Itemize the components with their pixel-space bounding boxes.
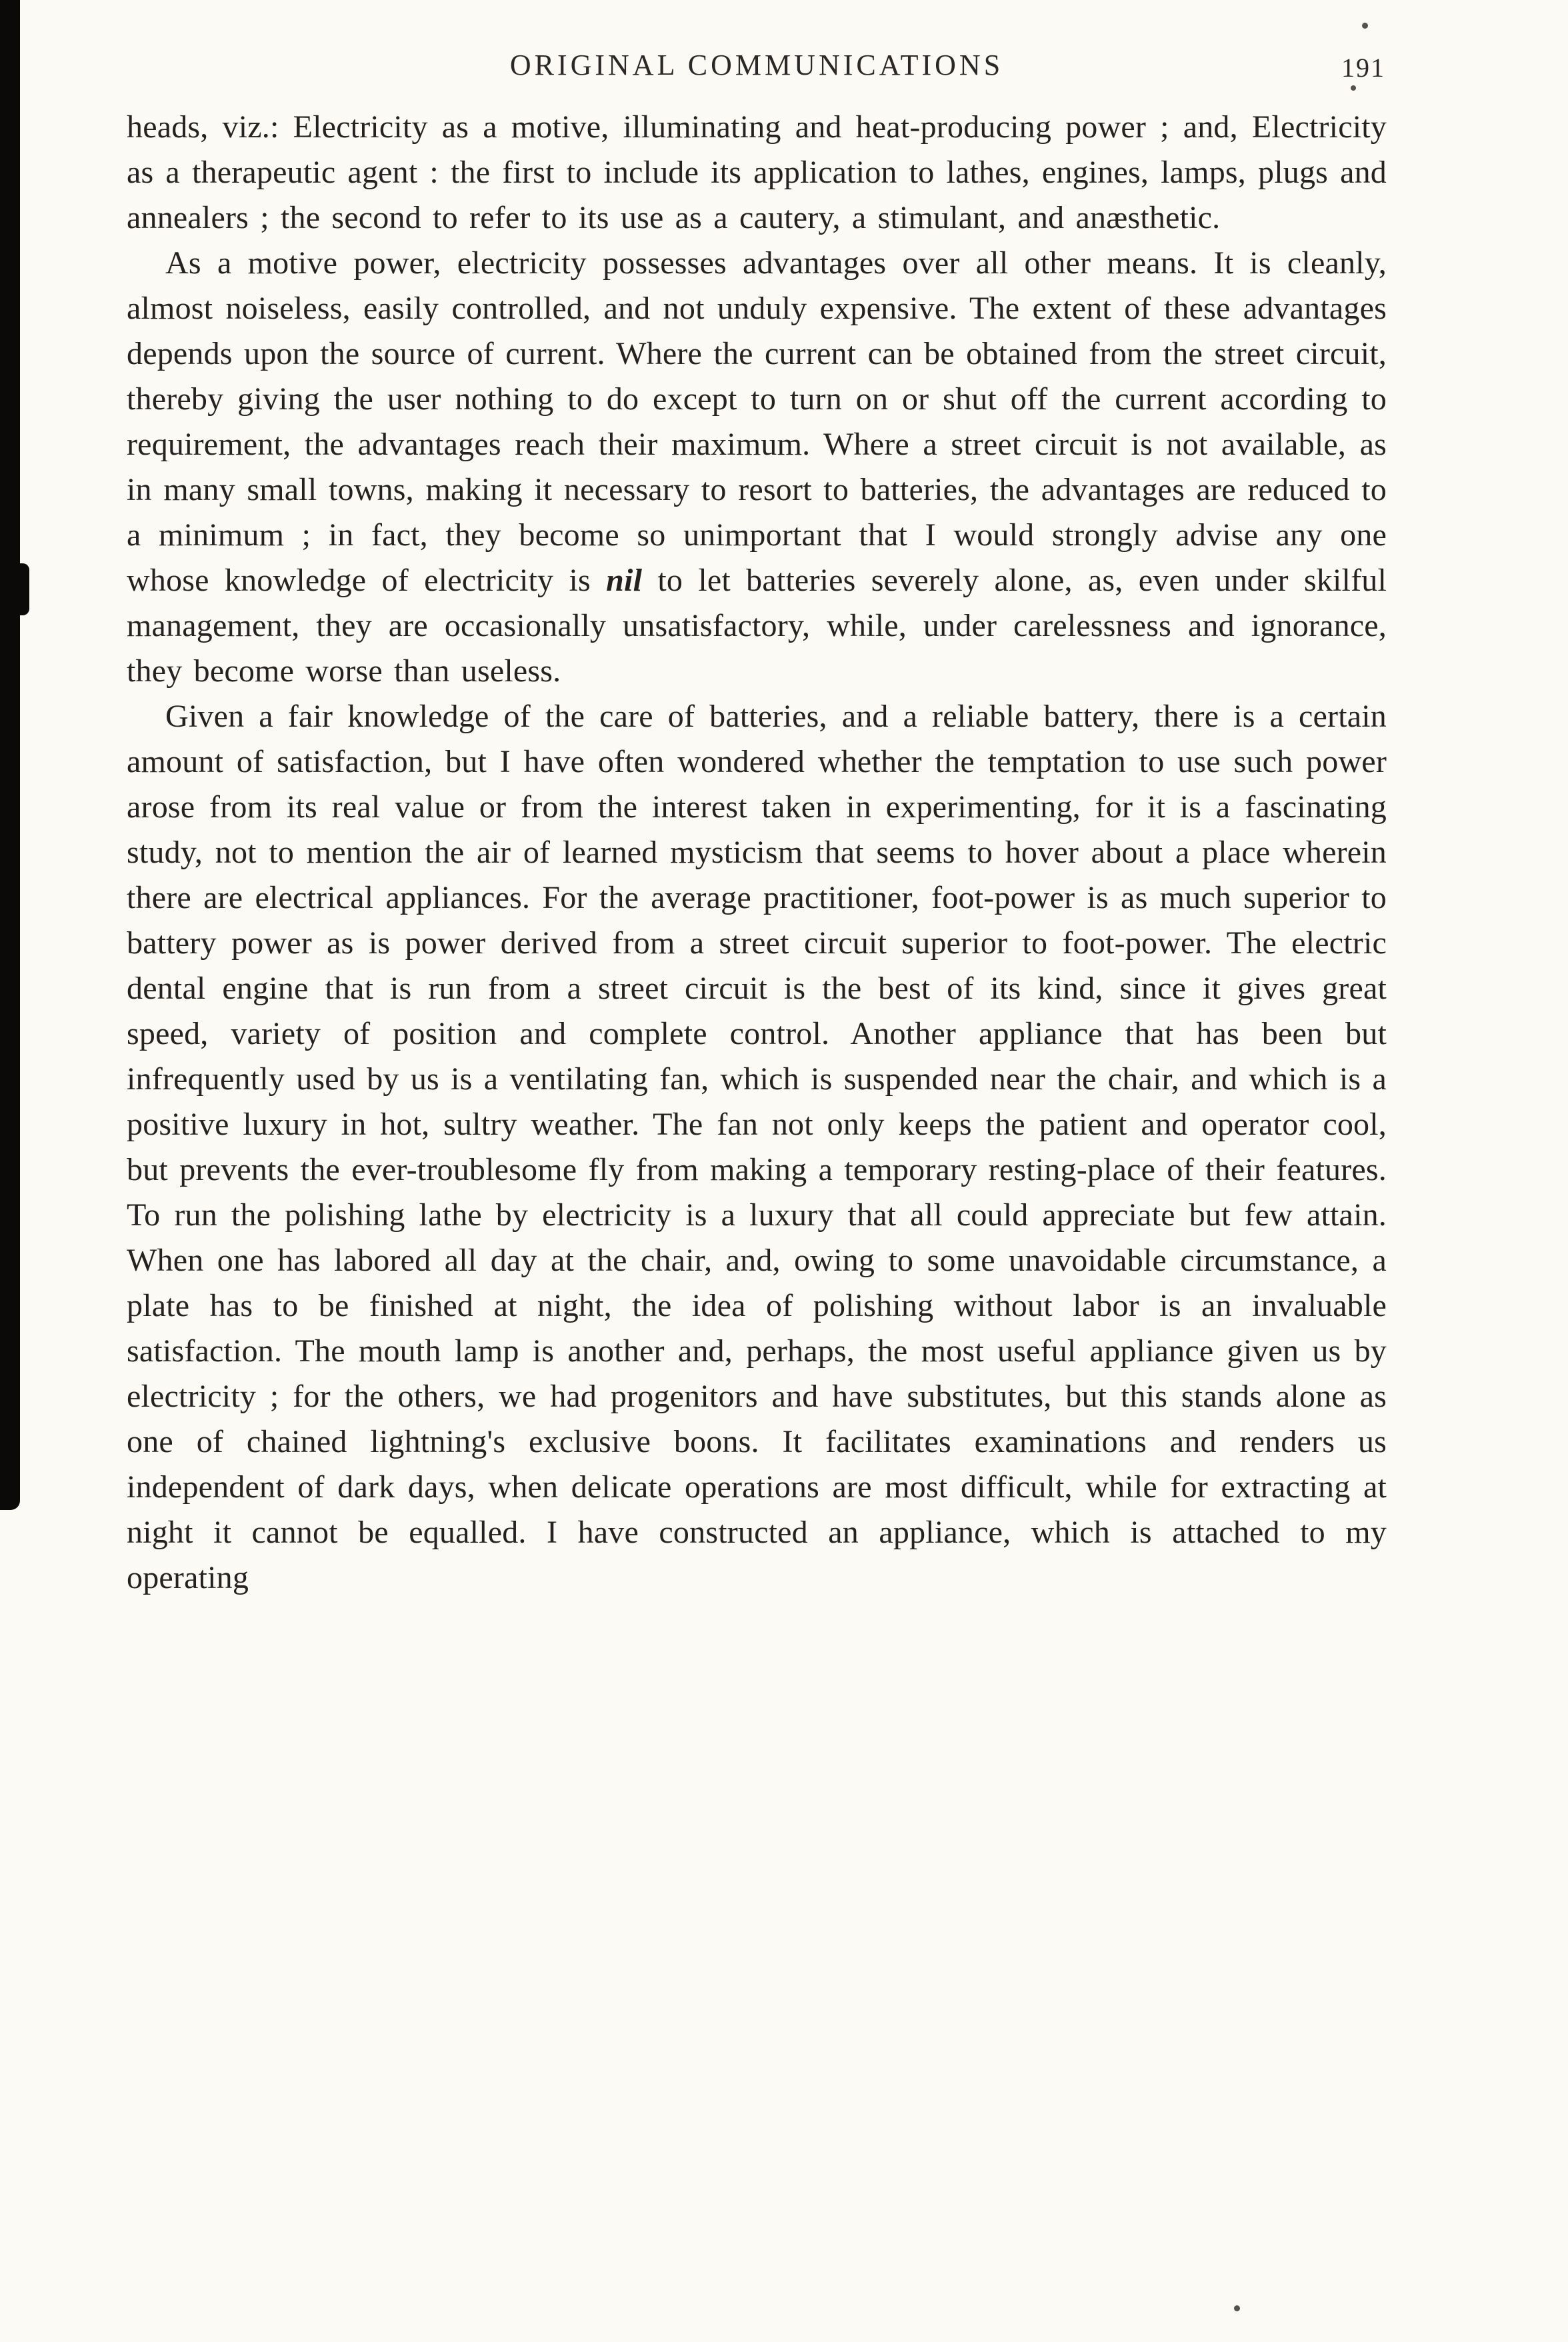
paragraph-text: to let batteries severely alone, as, even under skilful management, they are occasionally unsatisfactory, while, under carelessness and ignorance, they become worse than useless. xyxy=(127,563,1387,689)
paragraph-text: Given a fair knowledge of the care of batteries, and a reliable battery, there is a certain amount of satisfaction, but I have often wondered whether the temptation to use such power arose from its real value or from the interest taken in experimenting, for it is a fascinating study, not to mention the air of learned mysticism that seems to hover about a place wherein there are electrical appliances. For the average practitioner, foot-power is as much superior to battery power as is power derived from a street circuit superior to foot-power. The electric dental engine that is run from a street circuit is the best of its kind, since it gives great speed, variety of position and complete control. Another appliance that has been but infrequently used by us is a ventilating fan, which is suspended near the chair, and which is a positive luxury in hot, sultry weather. The fan not only keeps the patient and operator cool, but prevents the ever-troublesome fly from making a temporary resting-place of their features. To run the polishing lathe by electricity is a luxury that all could appreciate but few attain. When one has labored all day at the chair, and, owing to some unavoidable circumstance, a plate has to be finished at night, the idea of polishing without labor is an invaluable satisfaction. The mouth lamp is another and, perhaps, the most useful appliance given us by electricity ; for the others, we had progenitors and have substitutes, but this stands alone as one of chained lightning's exclusive boons. It facilitates examinations and renders us independent of dark days, when delicate operations are most difficult, while for extracting at night it cannot be equalled. I have constructed an appliance, which is attached to my operating xyxy=(127,699,1387,1595)
paragraph-text: As a motive power, electricity possesses advantages over all other means. It is cleanly, almost noiseless, easily controlled, and not unduly expensive. The extent of these advantages depends upon the source of current. Where the current can be obtained from the street circuit, thereby giving the user nothing to do except to turn on or shut off the current according to requirement, the advantages reach their maximum. Where a street circuit is not available, as in many small towns, making it necessary to resort to batteries, the advantages are reduced to a minimum ; in fact, they become so unimportant that I would strongly advise any one whose knowledge of electricity is xyxy=(127,245,1387,598)
paragraph xyxy=(127,241,1387,694)
scan-speck xyxy=(1362,23,1368,29)
running-head-title: ORIGINAL COMMUNICATIONS xyxy=(509,49,1004,81)
running-head xyxy=(127,48,1387,82)
paragraph xyxy=(127,105,1387,241)
page-number: 191 xyxy=(1341,53,1385,83)
emphasized-text: nil xyxy=(606,563,643,598)
page-body xyxy=(127,105,1387,1601)
paragraph-text: heads, viz.: Electricity as a motive, illuminating and heat-producing power ; and, Electricity as a therapeutic agent : the first to include its application to lathes, engines, lamps, plugs and annealers ; the second to refer to its use as a cautery, a stimulant, and anæsthetic. xyxy=(127,109,1387,235)
scan-binding-bar xyxy=(0,0,20,1510)
paragraph xyxy=(127,694,1387,1601)
scan-speck xyxy=(1351,85,1356,91)
scan-speck xyxy=(1234,2305,1240,2311)
